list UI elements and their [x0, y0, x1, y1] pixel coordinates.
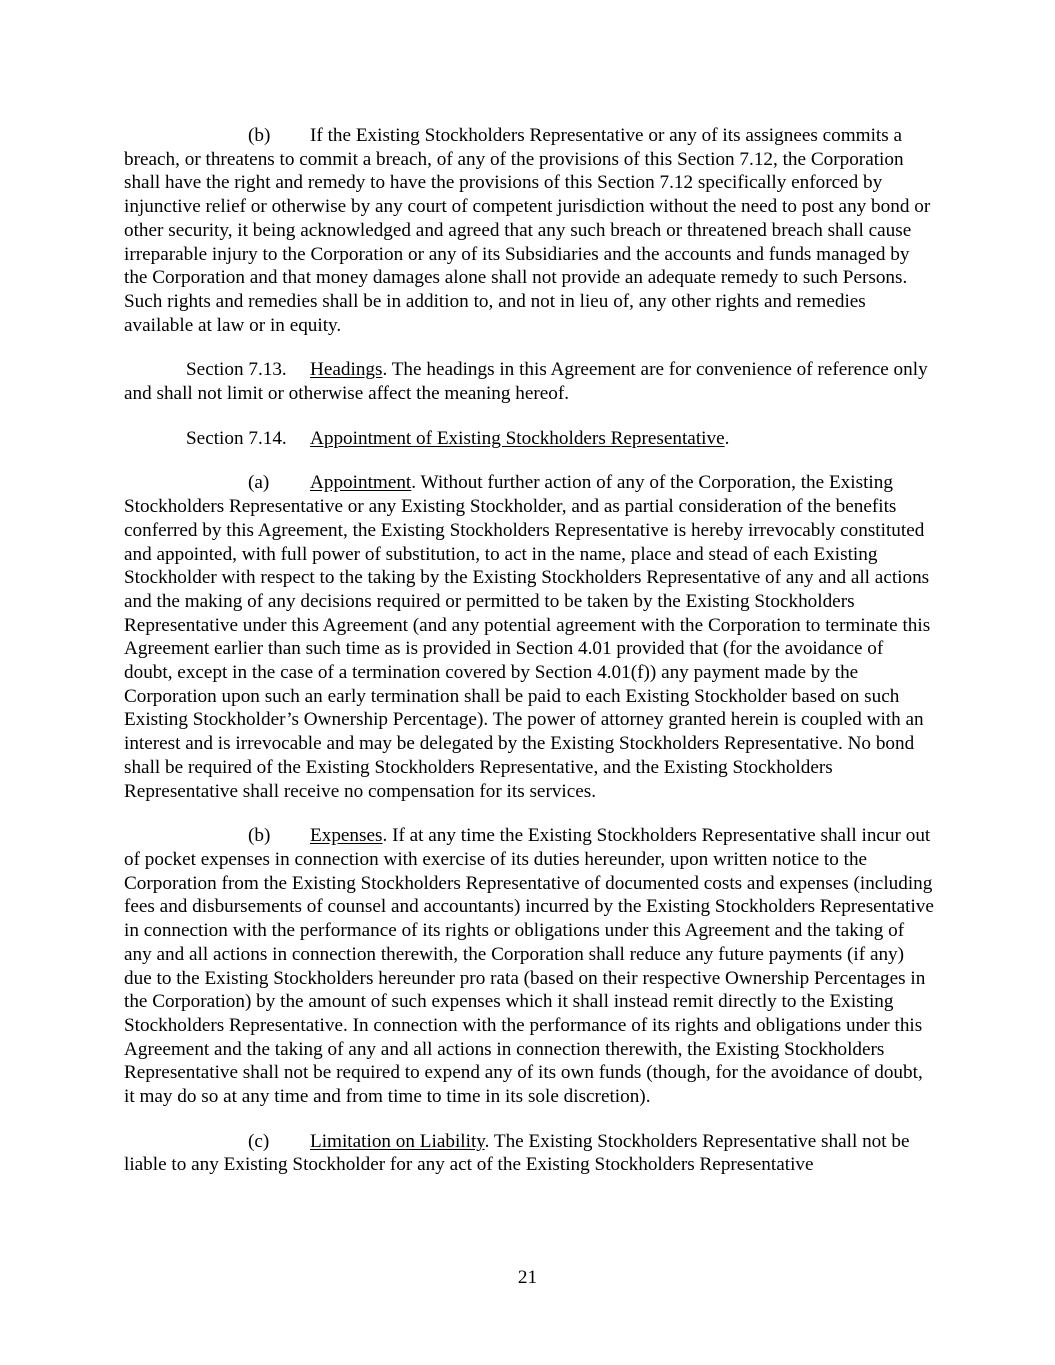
- paragraph-text: . Without further action of any of the Corporation, the Existing Stockholders Representative or any Existing Stockholder, and as partial consideration of the benefits conferred by this Agreement, the Existing Stockholders Representative is hereby irrevocably constituted and appointed, with full power of substitution, to act in the name, place and stead of each Existing Stockholder with respect to the taking by the Existing Stockholders Representative of any and all actions and the making of any decisions required or permitted to be taken by the Existing Stockholders Representative under this Agreement (and any potential agreement with the Corporation to terminate this Agreement earlier than such time as is provided in Section 4.01 provided that (for the avoidance of doubt, except in the case of a termination covered by Section 4.01(f)) any payment made by the Corporation upon such an early termination shall be paid to each Existing Stockholder based on such Existing Stockholder’s Ownership Percentage). The power of attorney granted herein is coupled with an interest and is irrevocable and may be delegated by the Existing Stockholders Representative. No bond shall be required of the Existing Stockholders Representative, and the Existing Stockholders Representative shall receive no compensation for its services.: [124, 472, 931, 802]
- section-heading: Headings: [310, 359, 383, 381]
- paragraph-text: . The Existing Stockholders Representative shall not be liable to any Existing Stockholder for any act of the Existing Stockholders Representative: [124, 1130, 910, 1176]
- section-7-13: [124, 358, 936, 405]
- paragraph-a-appointment: [124, 471, 936, 803]
- paragraph-marker: (a): [248, 472, 270, 494]
- page-number: 21: [517, 1267, 538, 1288]
- section-7-14: [124, 427, 936, 451]
- section-text: .: [724, 427, 730, 449]
- paragraph-heading: Expenses: [310, 825, 383, 847]
- section-number: Section 7.14.: [186, 427, 287, 449]
- section-number: Section 7.13.: [186, 359, 287, 381]
- paragraph-c-limitation: [124, 1130, 936, 1177]
- paragraph-b-remedy: [124, 124, 936, 337]
- section-text: . The headings in this Agreement are for convenience of reference only and shall not limit or otherwise affect the meaning hereof.: [124, 359, 928, 405]
- paragraph-text: If the Existing Stockholders Representative or any of its assignees commits a breach, or threatens to commit a breach, of any of the provisions of this Section 7.12, the Corporation shall have the right and remedy to have the provisions of this Section 7.12 specifically enforced by injunctive relief or otherwise by any court of competent jurisdiction without the need to post any bond or other security, it being acknowledged and agreed that any such breach or threatened breach shall cause irreparable injury to the Corporation or any of its Subsidiaries and the accounts and funds managed by the Corporation and that money damages alone shall not provide an adequate remedy to such Persons. Such rights and remedies shall be in addition to, and not in lieu of, any other rights and remedies available at law or in equity.: [124, 125, 931, 336]
- paragraph-b-expenses: [124, 824, 936, 1108]
- paragraph-text: . If at any time the Existing Stockholders Representative shall incur out of pocket expenses in connection with exercise of its duties hereunder, upon written notice to the Corporation from the Existing Stockholders Representative of documented costs and expenses (including fees and disbursements of counsel and accountants) incurred by the Existing Stockholders Representative in connection with the performance of its rights or obligations under this Agreement and the taking of any and all actions in connection therewith, the Corporation shall reduce any future payments (if any) due to the Existing Stockholders hereunder pro rata (based on their respective Ownership Percentages in the Corporation) by the amount of such expenses which it shall instead remit directly to the Existing Stockholders Representative. In connection with the performance of its rights and obligations under this Agreement and the taking of any and all actions in connection therewith, the Existing Stockholders Representative shall not be required to expend any of its own funds (though, for the avoidance of doubt, it may do so at any time and from time to time in its sole discretion).: [124, 825, 934, 1108]
- paragraph-heading: Limitation on Liability: [310, 1130, 485, 1152]
- paragraph-marker: (c): [248, 1130, 270, 1152]
- paragraph-marker: (b): [248, 825, 271, 847]
- paragraph-heading: Appointment: [310, 472, 412, 494]
- document-body: [124, 124, 936, 1177]
- paragraph-marker: (b): [248, 125, 271, 146]
- section-heading: Appointment of Existing Stockholders Representative: [310, 427, 725, 449]
